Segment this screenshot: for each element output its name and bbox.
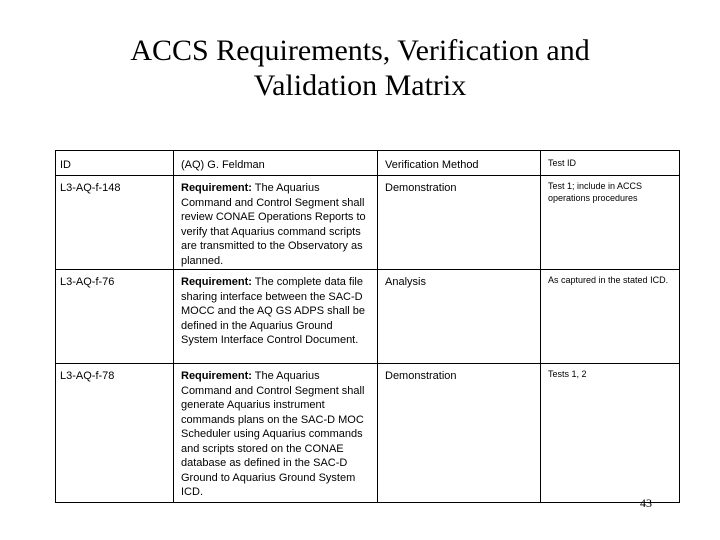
row-3-verification-method: Demonstration [385,370,457,382]
requirement-text: The complete data file sharing interface between the SAC-D MOCC and the AQ GS ADPS shall be defined in the Aquarius Ground System Interface Control Document. [181,276,366,346]
requirement-label: Requirement: [181,182,252,194]
row-1-id: L3-AQ-f-148 [60,182,121,194]
slide-title-line-2: Validation Matrix [253,69,467,102]
table-border-left [55,150,56,503]
row-1-verification-method: Demonstration [385,182,457,194]
requirement-text: The Aquarius Command and Control Segment shall review CONAE Operations Reports to verify that Aquarius command scripts are transmitted to the Observatory as planned. [181,182,366,267]
row-3-test-id: Tests 1, 2 [548,369,587,379]
row-1-requirement [181,181,371,268]
table-border-bottom [55,502,680,503]
table-column-divider [377,150,378,503]
row-1-test-id: Test 1; include in ACCS operations procedures [548,181,643,203]
row-2-requirement [181,275,371,348]
table-row-divider [55,363,680,364]
table-column-divider [540,150,541,503]
slide-title-line-1: ACCS Requirements, Verification and [130,34,590,67]
row-2-verification-method: Analysis [385,276,426,288]
verification-matrix-table [55,150,680,503]
page-number: 43 [640,496,652,510]
header-requirement: (AQ) G. Feldman [181,159,265,171]
header-id: ID [60,159,71,171]
row-2-id: L3-AQ-f-76 [60,276,115,288]
row-3-id: L3-AQ-f-78 [60,370,115,382]
row-3-requirement [181,369,371,500]
requirement-label: Requirement: [181,276,252,288]
slide-title [60,33,660,103]
table-row-divider [55,269,680,270]
header-test-id: Test ID [548,158,577,168]
table-column-divider [173,150,174,503]
header-verification-method: Verification Method [385,159,479,171]
table-row-divider [55,175,680,176]
table-border-right [679,150,680,503]
requirement-label: Requirement: [181,370,252,382]
table-border-top [55,150,680,151]
row-2-test-id: As captured in the stated ICD. [548,275,669,285]
requirement-text: The Aquarius Command and Control Segment shall generate Aquarius instrument commands plans on the SAC-D MOC Scheduler using Aquarius commands and scripts stored on the CONAE database as defined in the SAC-D Ground to Aquarius Ground System ICD. [181,370,365,498]
